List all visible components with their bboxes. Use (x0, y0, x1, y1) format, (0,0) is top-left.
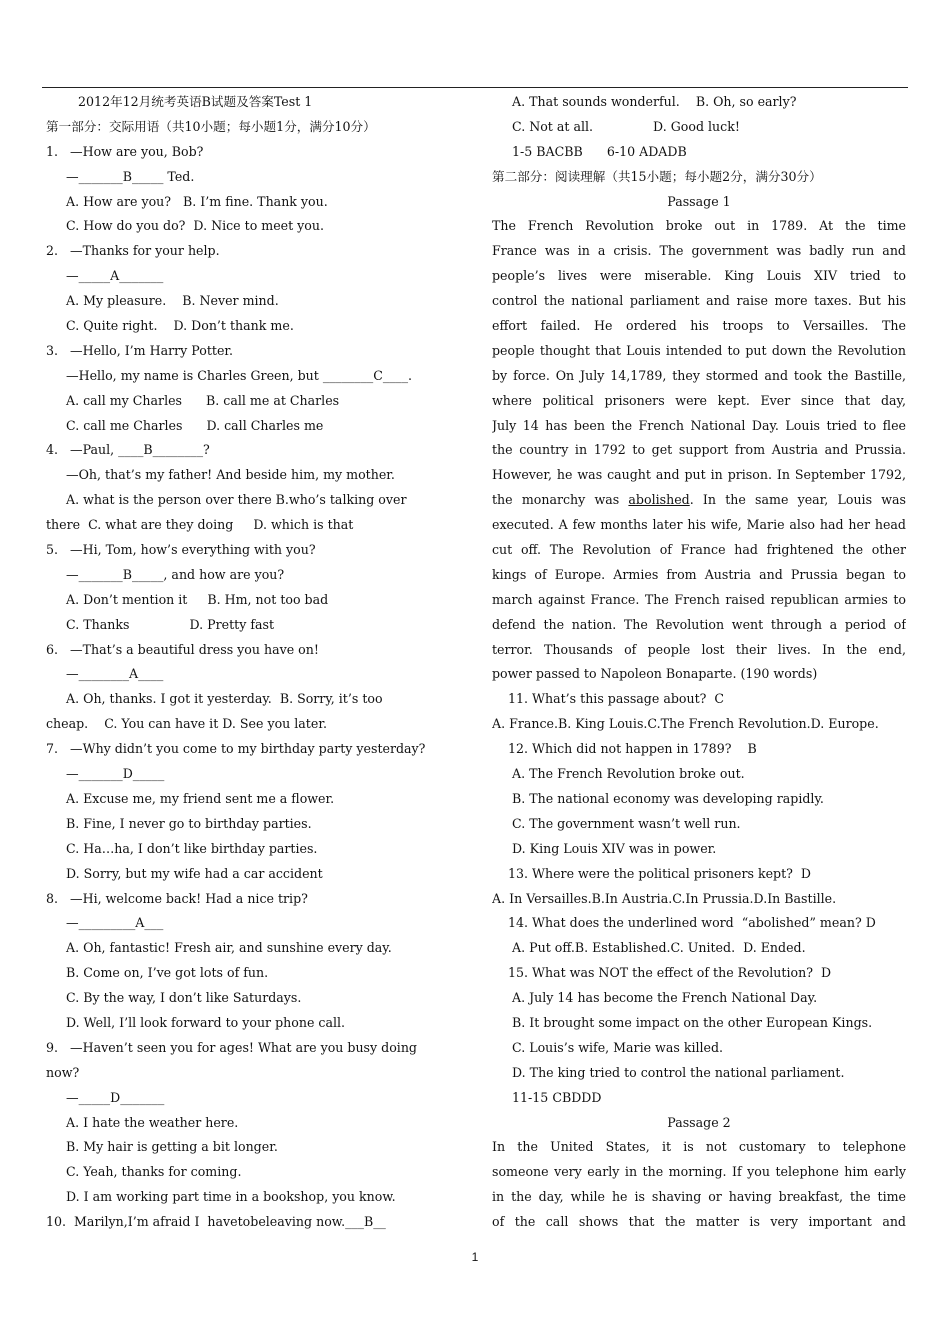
text-line: D. I am working part time in a bookshop, you know. (46, 1189, 396, 1205)
passage-1-line: terror. Thousands of people lost their lives. In the end, (492, 641, 906, 657)
passage-2-line: In the United States, it is not customary to telephone (492, 1139, 906, 1155)
right-column (492, 90, 906, 1235)
text-line: C. Ha…ha, I don’t like birthday parties. (46, 840, 318, 856)
question-line: D. The king tried to control the national parliament. (492, 1064, 845, 1080)
text-line: D. Well, I’ll look forward to your phone call. (46, 1014, 346, 1030)
passage-2-line: of the call shows that the matter is very important and (492, 1214, 906, 1230)
text-line: 10. Marilyn,I’m afraid I havetobeleaving now.___B__ (46, 1214, 386, 1230)
text-line: 9. —Haven’t seen you for ages! What are you busy doing (46, 1039, 417, 1055)
text-line: —_____D_______ (46, 1089, 165, 1105)
passage-1-line: where political prisoners were kept. Ever since that day, (492, 392, 906, 408)
text-line: A. Don’t mention it B. Hm, not too bad (46, 591, 329, 607)
text-line: now? (46, 1064, 80, 1080)
question-line: 15. What was NOT the effect of the Revolution? D (492, 965, 832, 981)
text-line: 1. —How are you, Bob? (46, 143, 204, 159)
passage-1-line: cut off. The Revolution of France had frightened the other (492, 542, 906, 558)
text-line: —_______B_____ Ted. (46, 168, 195, 184)
text-line: cheap. C. You can have it D. See you later. (46, 716, 327, 732)
underlined-word-abolished: abolished (628, 492, 690, 508)
left-column (46, 90, 464, 1235)
passage-1-line: march against France. The French raised republican armies to (492, 591, 906, 607)
text-line: —Oh, that’s my father! And beside him, my mother. (46, 467, 395, 483)
text-line: A. Oh, fantastic! Fresh air, and sunshine every day. (46, 940, 392, 956)
question-line: A. July 14 has become the French National Day. (492, 990, 818, 1006)
question-line: B. The national economy was developing rapidly. (492, 790, 824, 806)
passage-1-line: kings of Europe. Armies from Austria and Prussia began to (492, 566, 906, 582)
question-line: 13. Where were the political prisoners kept? D (492, 865, 812, 881)
text-line: C. Quite right. D. Don’t thank me. (46, 318, 294, 334)
text-line: A. Excuse me, my friend sent me a flower. (46, 790, 335, 806)
text-line: A. How are you? B. I’m fine. Thank you. (46, 193, 328, 209)
text-line: 2. —Thanks for your help. (46, 243, 220, 259)
text-line: —________A____ (46, 666, 164, 682)
text-line: 3. —Hello, I’m Harry Potter. (46, 342, 234, 358)
passage-1-title: Passage 1 (667, 193, 731, 209)
question-line: D. King Louis XIV was in power. (492, 840, 717, 856)
text-line: D. Sorry, but my wife had a car accident (46, 865, 323, 881)
passage-1-line: the country in 1792 to get support from Austria and Prussia. (492, 442, 906, 458)
question-line: C. Louis’s wife, Marie was killed. (492, 1039, 724, 1055)
question-line: 11. What’s this passage about? C (492, 691, 725, 707)
text-line: 7. —Why didn’t you come to my birthday party yesterday? (46, 741, 426, 757)
text-line: C. How do you do? D. Nice to meet you. (46, 218, 324, 234)
passage-1-line: effort failed. He ordered his troops to Versailles. The (492, 318, 906, 334)
text-line: 第一部分：交际用语（共10小题；每小题1分，满分10分） (46, 118, 376, 134)
passage-2-line: someone very early in the morning. If you telephone him early (492, 1164, 906, 1180)
passage-1-line: people thought that Louis intended to put down the Revolution (492, 342, 906, 358)
text-line: A. Oh, thanks. I got it yesterday. B. Sorry, it’s too (46, 691, 383, 707)
passage-1-line: However, he was caught and put in prison. In September 1792, (492, 467, 906, 483)
question-line: A. The French Revolution broke out. (492, 766, 745, 782)
text-line: C. By the way, I don’t like Saturdays. (46, 990, 302, 1006)
passage-1-line: defend the nation. The Revolution went through a period of (492, 616, 906, 632)
text-line: A. My pleasure. B. Never mind. (46, 293, 279, 309)
passage-1-line: The French Revolution broke out in 1789. At the time (492, 218, 906, 234)
text-line: 6. —That’s a beautiful dress you have on! (46, 641, 319, 657)
text-line: A. I hate the weather here. (46, 1114, 239, 1130)
text-line: there C. what are they doing D. which is that (46, 517, 354, 533)
text-line: 4. —Paul, ____B________? (46, 442, 210, 458)
passage-1-line: people’s lives were miserable. King Louis XIV tried to (492, 268, 906, 284)
text-line: —_______D_____ (46, 766, 165, 782)
question-line: B. It brought some impact on the other European Kings. (492, 1014, 873, 1030)
text-line: C. call me Charles D. call Charles me (46, 417, 324, 433)
passage-1-line: control the national parliament and raise more taxes. But his (492, 293, 906, 309)
text-line: C. Not at all. D. Good luck! (492, 118, 740, 134)
text-line: —_______B_____, and how are you? (46, 566, 285, 582)
text-line: 2012年12月统考英语B试题及答案Test 1 (46, 94, 313, 109)
page-number: 1 (471, 1250, 479, 1264)
question-line: 14. What does the underlined word “abolished” mean? D (492, 915, 876, 931)
passage-2-line: in the day, while he is shaving or having breakfast, the time (492, 1189, 906, 1205)
question-line: A. Put off.B. Established.C. United. D. Ended. (492, 940, 806, 956)
text-line: —_________A___ (46, 915, 164, 931)
passage-1-last-line: power passed to Napoleon Bonaparte. (190 words) (492, 666, 818, 682)
text-line: C. Thanks D. Pretty fast (46, 616, 275, 632)
text-line: —_____A_______ (46, 268, 164, 284)
text-line: A. what is the person over there B.who’s talking over (46, 492, 407, 508)
passage-1-line: France was in a crisis. The government was badly run and (492, 243, 906, 259)
passage-1-underlined-line: the monarchy was abolished. In the same year, Louis was (492, 492, 906, 508)
passage-2-title: Passage 2 (667, 1114, 731, 1130)
passage-1-line: by force. On July 14,1789, they stormed and took the Bastille, (492, 367, 906, 383)
text-line: 8. —Hi, welcome back! Had a nice trip? (46, 890, 308, 906)
text-line: 5. —Hi, Tom, how’s everything with you? (46, 542, 316, 558)
question-line: 12. Which did not happen in 1789? B (492, 741, 757, 757)
text-line: B. Fine, I never go to birthday parties. (46, 815, 312, 831)
text-line: C. Yeah, thanks for coming. (46, 1164, 242, 1180)
question-line: C. The government wasn’t well run. (492, 815, 741, 831)
text-line: B. Come on, I’ve got lots of fun. (46, 965, 269, 981)
question-line: A. France.B. King Louis.C.The French Revolution.D. Europe. (492, 716, 879, 732)
text-line: B. My hair is getting a bit longer. (46, 1139, 278, 1155)
question-line: 11-15 CBDDD (492, 1089, 602, 1105)
question-line: A. In Versailles.B.In Austria.C.In Prussia.D.In Bastille. (492, 890, 837, 906)
text-line: 第二部分：阅读理解（共15小题；每小题2分，满分30分） (492, 168, 822, 184)
text-line: —Hello, my name is Charles Green, but ________C____. (46, 367, 413, 383)
text-line: A. That sounds wonderful. B. Oh, so early? (492, 94, 797, 109)
text-line: 1-5 BACBB 6-10 ADADB (492, 143, 687, 159)
passage-1-line: executed. A few months later his wife, Marie also had her head (492, 517, 906, 533)
header-rule (42, 87, 908, 88)
text-line: A. call my Charles B. call me at Charles (46, 392, 340, 408)
passage-1-line: July 14 has been the French National Day. Louis tried to flee (492, 417, 906, 433)
